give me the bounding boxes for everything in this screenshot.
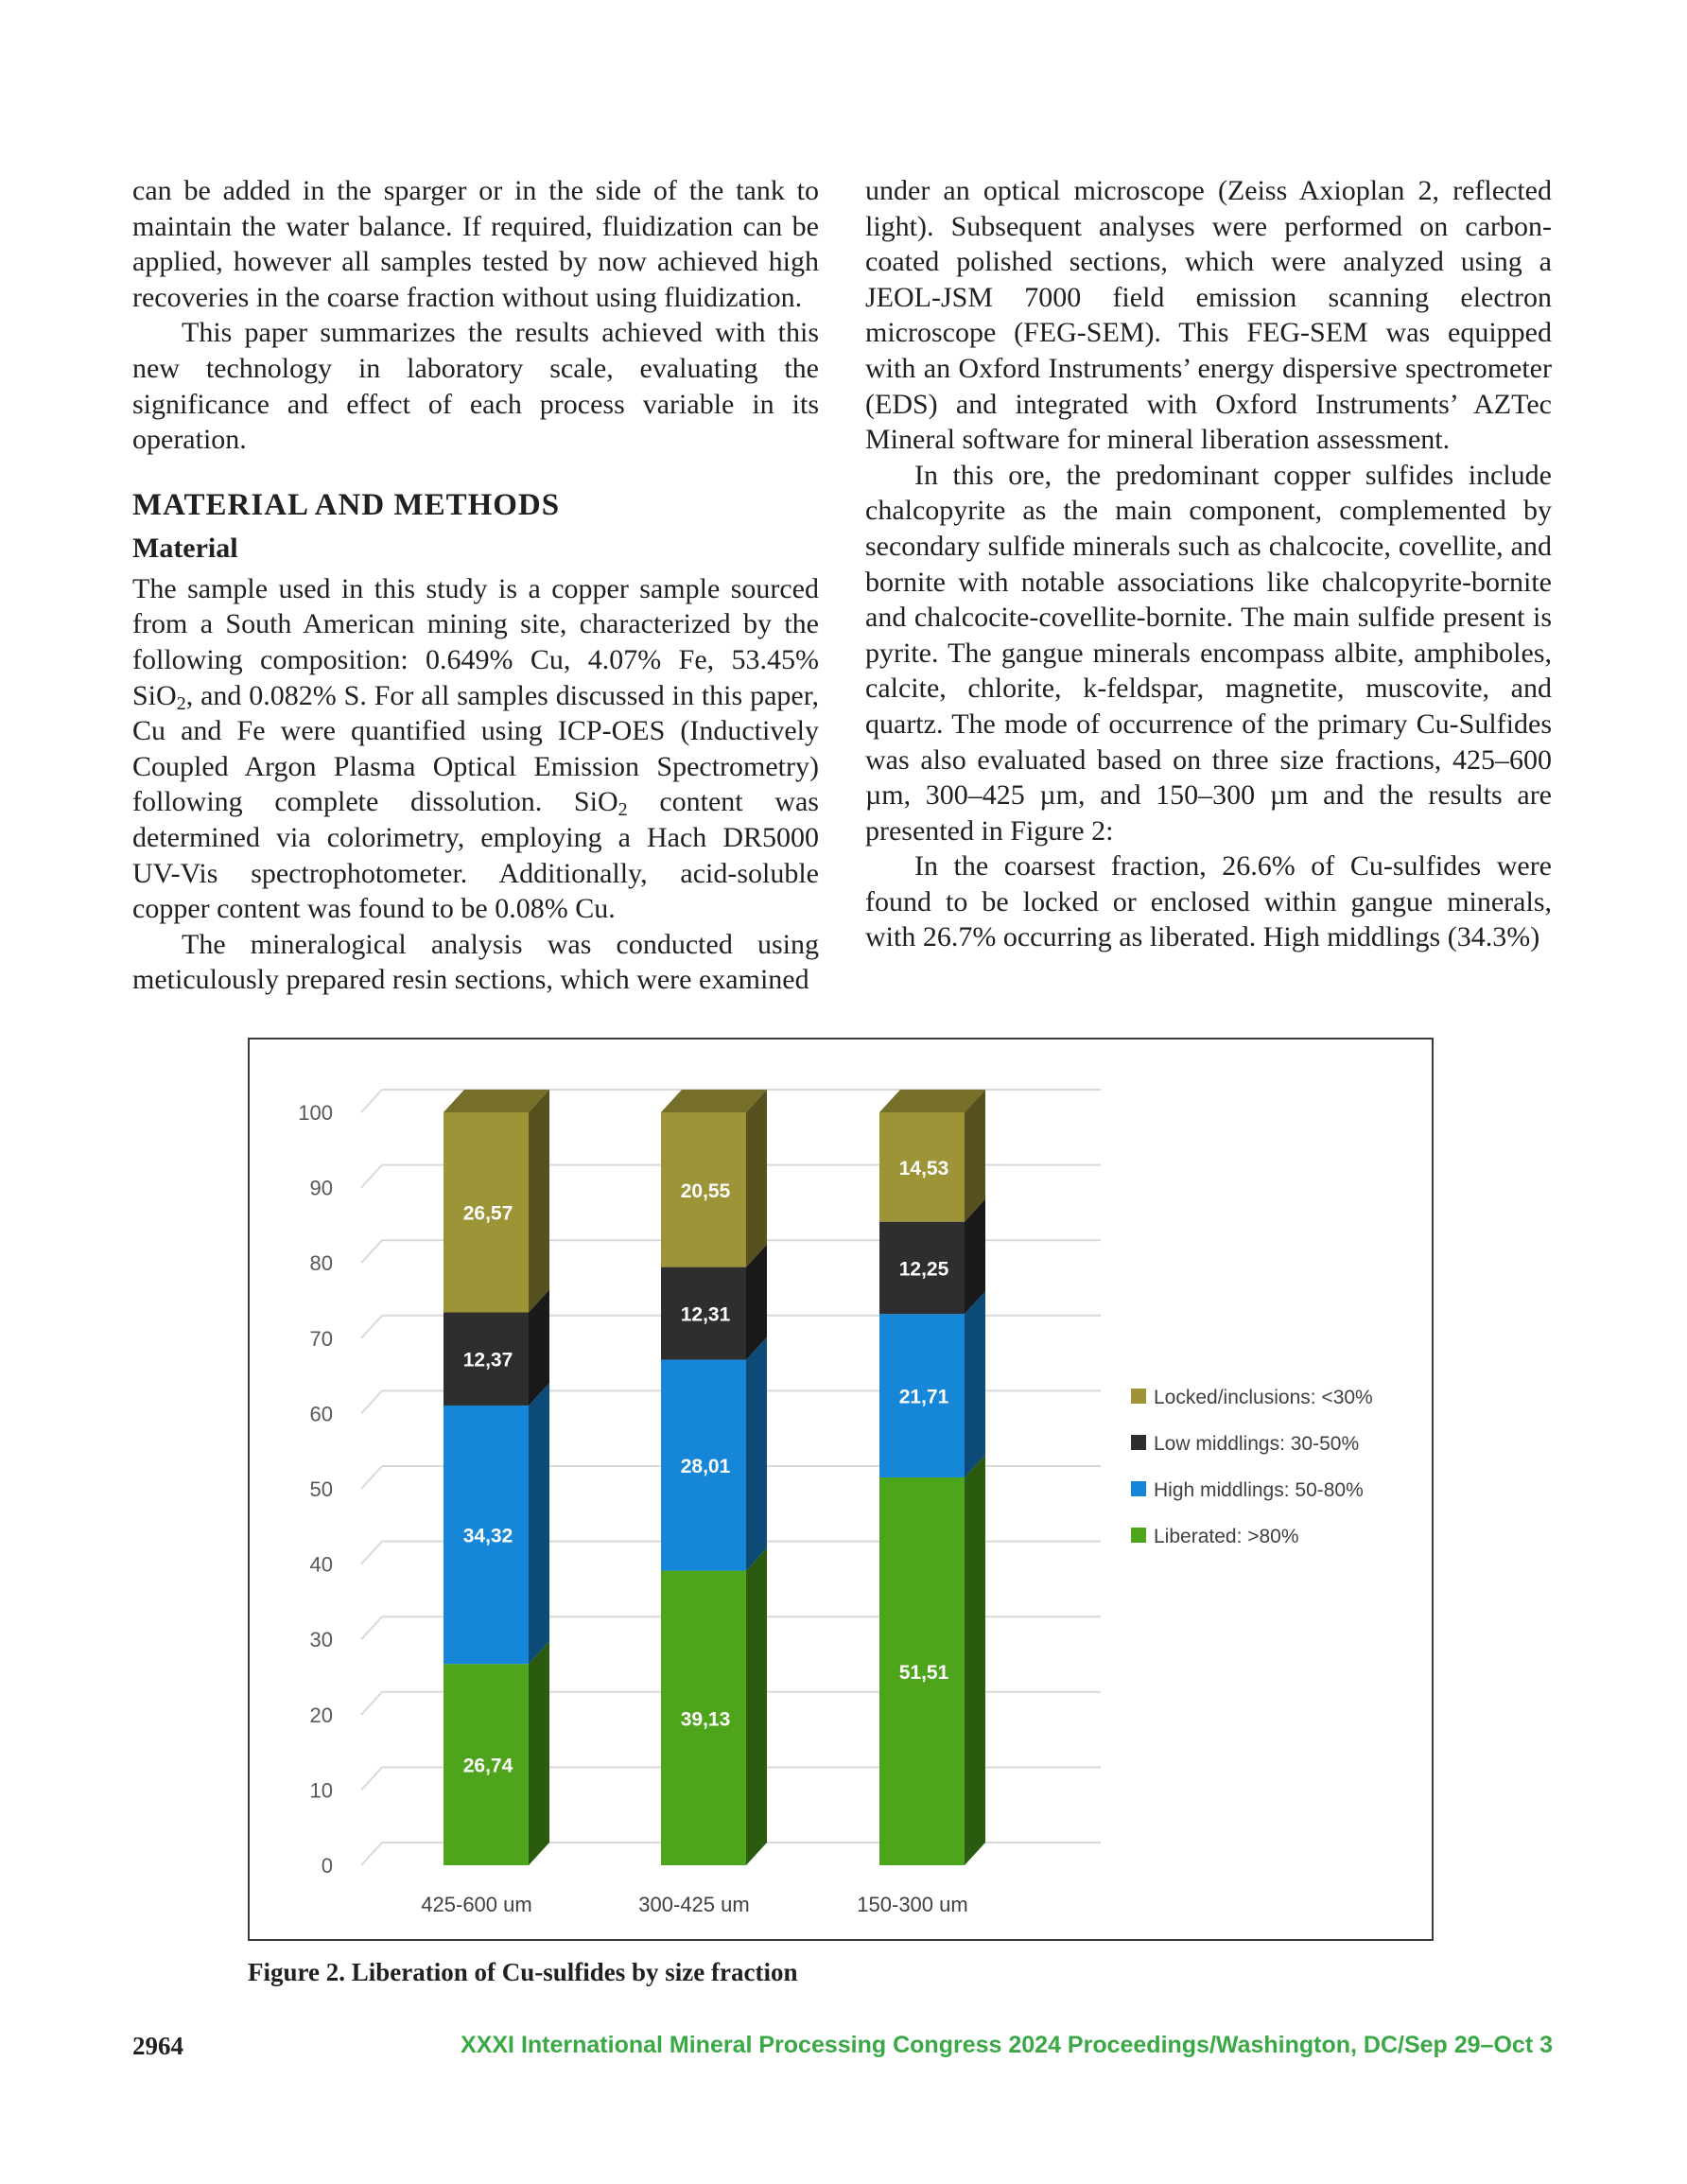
paragraph: under an optical microscope (Zeiss Axioplan 2, reflected light). Subsequent analyses were performed on carbon-coated polished sections, which were analyzed using a JEOL-JSM 7000 field emission scanning electron microscope (FEG-SEM). This FEG-SEM was equipped with an Oxford Instruments’ energy dispersive spectrometer (EDS) and integrated with Oxford Instruments’ AZTec Mineral software for mineral liberation assessment. — [865, 175, 1552, 456]
right-text-column — [865, 173, 1552, 955]
y-tick-label: 100 — [298, 1101, 333, 1125]
data-label: 12,31 — [680, 1303, 731, 1326]
bar-segment-side — [965, 1455, 985, 1865]
data-label: 26,57 — [462, 1202, 513, 1225]
legend-label: High middlings: 50-80% — [1154, 1479, 1364, 1501]
y-tick-label: 50 — [309, 1477, 333, 1501]
y-tick-label: 40 — [309, 1552, 333, 1577]
text-run: The sample used in this study is a copper sample sourced from a South American mining site, characterized by the following composition: 0.649% Cu, 4.07% Fe, 53.45% SiO — [132, 572, 819, 711]
stacked-bar-chart — [250, 1040, 1432, 1939]
subsection-heading: Material — [132, 532, 238, 564]
data-label: 20,55 — [680, 1179, 731, 1202]
running-footer: XXXI International Mineral Processing Congress 2024 Proceedings/Washington, DC/Sep 29–Oct 3 — [461, 2032, 1553, 2058]
section-heading: MATERIAL AND METHODS — [132, 487, 561, 522]
gridline-skew — [361, 1843, 382, 1865]
gridline-skew — [361, 1090, 382, 1112]
data-label: 39,13 — [680, 1708, 731, 1731]
bar-segment-side — [965, 1090, 985, 1222]
bar-segment-side — [746, 1548, 767, 1865]
y-tick-label: 30 — [309, 1628, 333, 1652]
text-run: , and 0.082% S. For all samples discussed in this paper, Cu and Fe were quantified using ICP-OES (Inductively Coupled Argon Plasma Optical Emission Spectrometry) following complete dissolution. SiO — [132, 679, 819, 818]
x-category-label: 300-425 um — [638, 1893, 750, 1916]
y-tick-label: 80 — [309, 1251, 333, 1276]
legend-label: Low middlings: 30-50% — [1154, 1433, 1360, 1455]
bar-segment-side — [529, 1383, 549, 1664]
gridline-skew — [361, 1616, 382, 1639]
bar-segment-side — [965, 1291, 985, 1477]
legend-label: Locked/inclusions: <30% — [1154, 1387, 1373, 1408]
y-tick-label: 0 — [321, 1854, 333, 1878]
page-number: 2964 — [132, 2032, 183, 2060]
legend-label: Liberated: >80% — [1154, 1526, 1299, 1547]
data-label: 21,71 — [898, 1386, 949, 1408]
text-run: content was determined via colorimetry, employing a Hach DR5000 UV-Vis spectrophotometer. Additionally, acid-soluble copper content was found to be 0.08% Cu. — [132, 786, 819, 925]
gridline-skew — [361, 1316, 382, 1338]
gridline-skew — [361, 1165, 382, 1188]
bar-segment-side — [529, 1090, 549, 1312]
subscript: 2 — [176, 692, 186, 714]
bar-segment-side — [529, 1641, 549, 1865]
legend-swatch — [1131, 1528, 1146, 1543]
y-tick-label: 70 — [309, 1326, 333, 1351]
left-text-column — [132, 173, 819, 998]
paragraph: This paper summarizes the results achieved with this new technology in laboratory scale, evaluating the significance and effect of each process variable in its operation. — [132, 317, 819, 456]
x-category-label: 425-600 um — [421, 1893, 532, 1916]
x-category-label: 150-300 um — [857, 1893, 968, 1916]
legend-swatch — [1131, 1481, 1146, 1496]
gridline-skew — [361, 1692, 382, 1715]
legend-swatch — [1131, 1389, 1146, 1404]
gridline-skew — [361, 1390, 382, 1413]
gridline-skew — [361, 1240, 382, 1263]
gridline-skew — [361, 1767, 382, 1790]
paragraph: can be added in the sparger or in the side of the tank to maintain the water balance. If required, fluidization can be applied, however all samples tested by now achieved high recoveries in the coarse fraction without using fluidization. — [132, 175, 819, 313]
data-label: 28,01 — [680, 1456, 731, 1478]
paragraph: In this ore, the predominant copper sulfides include chalcopyrite as the main component, complemented by secondary sulfide minerals such as chalcocite, covellite, and bornite with notable associations like chalcopyrite-bornite and chalcocite-covellite-bornite. The main sulfide present is pyrite. The gangue minerals encompass albite, amphiboles, calcite, chlorite, k-feldspar, magnetite, muscovite, and quartz. The mode of occurrence of the primary Cu-Sulfides was also evaluated based on three size fractions, 425–600 µm, 300–425 µm, and 150–300 µm and the results are presented in Figure 2: — [865, 459, 1552, 847]
data-label: 12,37 — [462, 1349, 513, 1372]
bar-segment-side — [746, 1090, 767, 1267]
data-label: 26,74 — [462, 1755, 513, 1777]
y-tick-label: 90 — [309, 1176, 333, 1200]
paragraph — [132, 571, 819, 927]
data-label: 51,51 — [898, 1661, 949, 1684]
paragraph: In the coarsest fraction, 26.6% of Cu-sulfides were found to be locked or enclosed within gangue minerals, with 26.7% occurring as liberated. High middlings (34.3%) — [865, 850, 1552, 953]
data-label: 14,53 — [898, 1157, 949, 1179]
data-label: 12,25 — [898, 1258, 949, 1281]
data-label: 34,32 — [462, 1525, 513, 1547]
bar-segment-side — [746, 1337, 767, 1571]
gridline-skew — [361, 1542, 382, 1564]
figure-frame — [248, 1038, 1434, 1941]
y-tick-label: 20 — [309, 1703, 333, 1727]
legend-swatch — [1131, 1435, 1146, 1450]
y-tick-label: 60 — [309, 1402, 333, 1426]
y-tick-label: 10 — [309, 1778, 333, 1803]
paragraph: The mineralogical analysis was conducted using meticulously prepared resin sections, which were examined — [132, 928, 819, 996]
gridline-skew — [361, 1466, 382, 1489]
subscript: 2 — [617, 799, 628, 821]
figure-caption: Figure 2. Liberation of Cu-sulfides by size fraction — [248, 1958, 798, 1986]
